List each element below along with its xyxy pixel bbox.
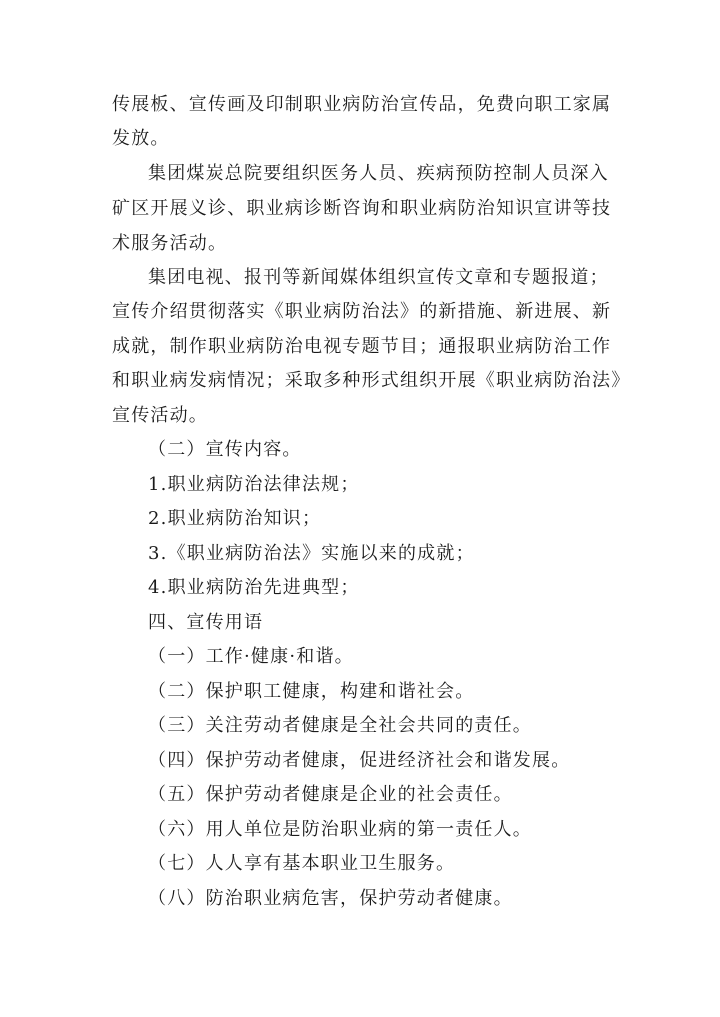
paragraph-line: 宣传活动。 — [112, 405, 208, 426]
list-item: 1.职业病防治法律法规； — [148, 474, 360, 495]
section-heading: 四、宣传用语 — [148, 612, 264, 633]
paragraph-line: 术服务活动。 — [112, 233, 228, 254]
list-item: （六）用人单位是防治职业病的第一责任人。 — [148, 819, 532, 840]
section-heading: （二）宣传内容。 — [148, 439, 302, 460]
paragraph-line: 传展板、宣传画及印制职业病防治宣传品，免费向职工家属 — [112, 94, 612, 115]
paragraph-line: 矿区开展义诊、职业病诊断咨询和职业病防治知识宣讲等技 — [112, 198, 612, 219]
list-item: 2.职业病防治知识； — [148, 508, 322, 529]
list-item: （五）保护劳动者健康是企业的社会责任。 — [148, 784, 513, 805]
list-item: （一）工作·健康·和谐。 — [148, 646, 354, 667]
list-item: 4.职业病防治先进典型； — [148, 577, 360, 598]
list-item: （二）保护职工健康，构建和谐社会。 — [148, 681, 475, 702]
paragraph-line: 和职业病发病情况；采取多种形式组织开展《职业病防治法》 — [112, 370, 631, 391]
list-item: （七）人人享有基本职业卫生服务。 — [148, 853, 456, 874]
paragraph-line: 集团煤炭总院要组织医务人员、疾病预防控制人员深入 — [148, 163, 609, 184]
paragraph-line: 宣传介绍贯彻落实《职业病防治法》的新措施、新进展、新 — [112, 301, 612, 322]
paragraph-line: 集团电视、报刊等新闻媒体组织宣传文章和专题报道； — [148, 267, 609, 288]
list-item: （八）防治职业病危害，保护劳动者健康。 — [148, 888, 513, 909]
list-item: （三）关注劳动者健康是全社会共同的责任。 — [148, 715, 532, 736]
list-item: 3.《职业病防治法》实施以来的成就； — [148, 543, 475, 564]
list-item: （四）保护劳动者健康，促进经济社会和谐发展。 — [148, 750, 571, 771]
paragraph-line: 发放。 — [112, 128, 170, 149]
paragraph-line: 成就，制作职业病防治电视专题节目；通报职业病防治工作 — [112, 336, 612, 357]
